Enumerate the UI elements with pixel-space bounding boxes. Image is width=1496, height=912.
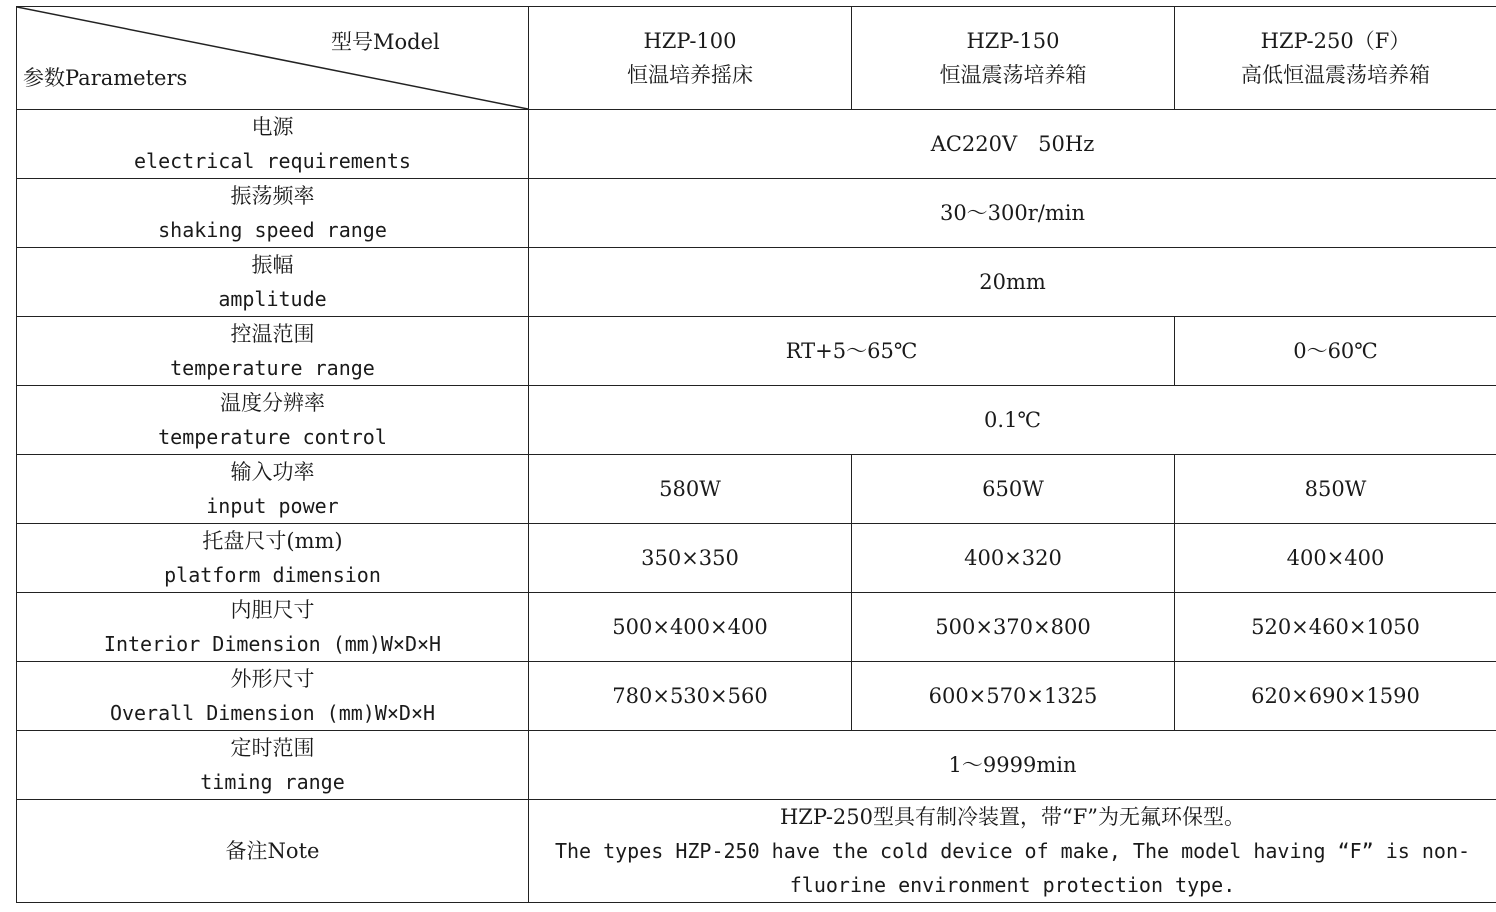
param-name-zh: 内胆尺寸: [230, 598, 315, 622]
note-label-cell: 备注Note: [17, 800, 529, 903]
param-name-en: amplitude: [218, 287, 327, 311]
value-cell: 20mm: [529, 248, 1496, 317]
table-row-timing-range: [17, 731, 1496, 800]
param-name-zh: 温度分辨率: [220, 391, 325, 415]
note-text-en: The types HZP-250 have the cold device of make, The model having “F” is non-fluorine environment protection type.: [554, 839, 1471, 897]
value-cell: 780×530×560: [529, 662, 852, 731]
param-name-en: platform dimension: [164, 563, 381, 587]
param-name-zh: 振幅: [251, 253, 294, 277]
param-cell: [17, 662, 529, 731]
value-cell: 400×320: [852, 524, 1175, 593]
param-name-zh: 定时范围: [230, 736, 315, 760]
note-text-zh: HZP-250型具有制冷装置，带“F”为无氟环保型。: [779, 805, 1246, 829]
param-cell: [17, 524, 529, 593]
table-row-amplitude: [17, 248, 1496, 317]
model-header-hzp250f: [1175, 7, 1496, 110]
parameters-header-label: 参数Parameters: [23, 66, 188, 90]
param-name-en: electrical requirements: [134, 149, 411, 173]
param-name-zh: 振荡频率: [230, 184, 315, 208]
value-cell: 500×400×400: [529, 593, 852, 662]
param-cell: [17, 455, 529, 524]
value-cell: 0.1℃: [529, 386, 1496, 455]
model-header-hzp100: [529, 7, 852, 110]
param-name-en: input power: [206, 494, 339, 518]
value-cell: 400×400: [1175, 524, 1496, 593]
param-cell: [17, 110, 529, 179]
value-cell: 520×460×1050: [1175, 593, 1496, 662]
param-name-zh: 电源: [251, 115, 294, 139]
param-cell: [17, 386, 529, 455]
value-cell: RT+5～65℃: [529, 317, 1175, 386]
table-row-temperature-control: [17, 386, 1496, 455]
value-cell: 850W: [1175, 455, 1496, 524]
param-name-zh: 输入功率: [230, 460, 315, 484]
value-cell: 30～300r/min: [529, 179, 1496, 248]
value-cell: 0～60℃: [1175, 317, 1496, 386]
param-name-zh: 外形尺寸: [230, 667, 315, 691]
value-cell: AC220V 50Hz: [529, 110, 1496, 179]
value-cell: 500×370×800: [852, 593, 1175, 662]
param-name-en: Overall Dimension (mm)W×D×H: [109, 701, 436, 725]
param-name-zh: 控温范围: [230, 322, 315, 346]
value-cell: 580W: [529, 455, 852, 524]
value-cell: 620×690×1590: [1175, 662, 1496, 731]
param-name-en: Interior Dimension (mm)W×D×H: [103, 632, 442, 656]
table-row-overall-dimension: [17, 662, 1496, 731]
table-row-shaking-speed: [17, 179, 1496, 248]
table-row-interior-dimension: [17, 593, 1496, 662]
param-name-en: timing range: [200, 770, 345, 794]
param-cell: [17, 179, 529, 248]
value-cell: 1～9999min: [529, 731, 1496, 800]
table-row-temperature-range: [17, 317, 1496, 386]
param-name-en: temperature control: [158, 425, 387, 449]
value-cell: 650W: [852, 455, 1175, 524]
model-header-hzp150: [852, 7, 1175, 110]
value-cell: 600×570×1325: [852, 662, 1175, 731]
model-name: 恒温培养摇床: [627, 63, 753, 87]
param-name-zh: 托盘尺寸(mm): [202, 529, 343, 553]
model-header-label: 型号Model: [331, 30, 440, 54]
header-row: [17, 7, 1496, 110]
table-row-power-supply: [17, 110, 1496, 179]
model-code: HZP-250（F）: [1260, 29, 1411, 53]
model-name: 高低恒温震荡培养箱: [1241, 63, 1430, 87]
param-cell: [17, 317, 529, 386]
table-row-platform-dimension: [17, 524, 1496, 593]
param-cell: [17, 248, 529, 317]
param-cell: [17, 731, 529, 800]
model-name: 恒温震荡培养箱: [939, 63, 1087, 87]
model-code: HZP-150: [966, 29, 1060, 53]
spec-table: [16, 6, 1496, 903]
table-row-input-power: [17, 455, 1496, 524]
param-name-en: shaking speed range: [158, 218, 387, 242]
model-code: HZP-100: [643, 29, 737, 53]
value-cell: 350×350: [529, 524, 852, 593]
note-text-cell: [529, 800, 1496, 903]
param-name-en: temperature range: [170, 356, 375, 380]
param-cell: [17, 593, 529, 662]
header-corner-cell: [17, 7, 529, 110]
table-row-note: [17, 800, 1496, 903]
